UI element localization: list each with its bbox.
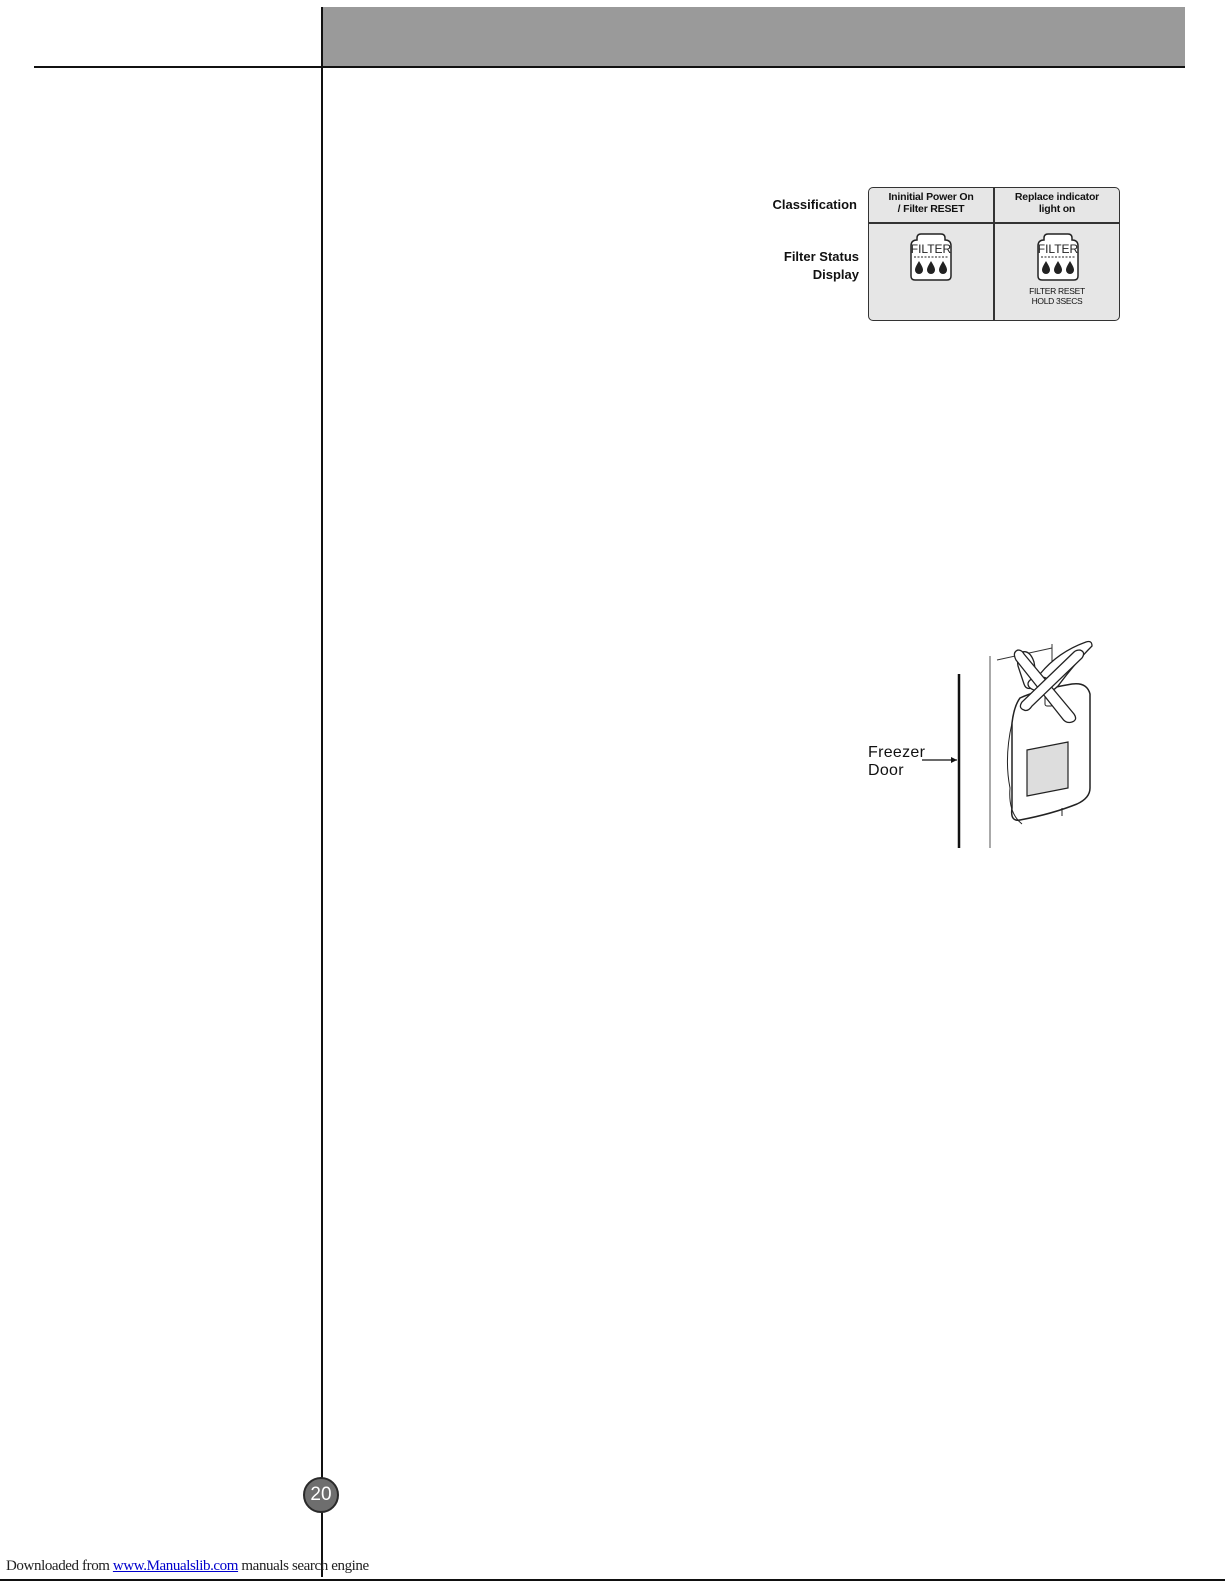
header-bar — [323, 7, 1185, 67]
bottom-rule — [0, 1579, 1225, 1581]
classification-text: Classification — [772, 197, 857, 212]
door-label: Door — [868, 762, 904, 779]
column-header-initial-line2: / Filter RESET — [897, 203, 965, 215]
column-header-replace-line2: light on — [1038, 203, 1076, 215]
page-number-badge: 20 — [303, 1477, 339, 1513]
filter-icon-text: FILTER — [1037, 242, 1079, 256]
filter-status-label — [700, 248, 859, 284]
filter-status-line1: Filter Status — [783, 249, 859, 264]
manualslib-link[interactable]: www.Manualslib.com — [112, 1558, 239, 1574]
filter-icon — [1034, 230, 1082, 282]
margin-rule — [321, 7, 323, 1577]
filter-reset-note-line2: HOLD 3SECS — [1031, 296, 1083, 306]
filter-status-line2: Display — [812, 267, 859, 282]
classification-label — [700, 196, 857, 214]
freezer-label: Freezer — [868, 744, 926, 761]
footer-suffix: manuals search engine — [238, 1558, 369, 1574]
footer — [6, 1558, 369, 1575]
filter-reset-note — [995, 286, 1119, 306]
filter-icon-text: FILTER — [910, 242, 952, 256]
column-header-initial — [869, 191, 993, 215]
column-header-replace — [995, 191, 1119, 215]
header-rule — [34, 66, 1185, 68]
filter-status-table — [868, 187, 1120, 321]
footer-prefix: Downloaded from — [6, 1558, 113, 1574]
filter-reset-note-line1: FILTER RESET — [1029, 286, 1085, 296]
column-header-initial-line1: Ininitial Power On — [888, 191, 974, 203]
column-header-replace-line1: Replace indicator — [1014, 191, 1100, 203]
header-divider — [869, 222, 1119, 224]
filter-icon — [907, 230, 955, 282]
